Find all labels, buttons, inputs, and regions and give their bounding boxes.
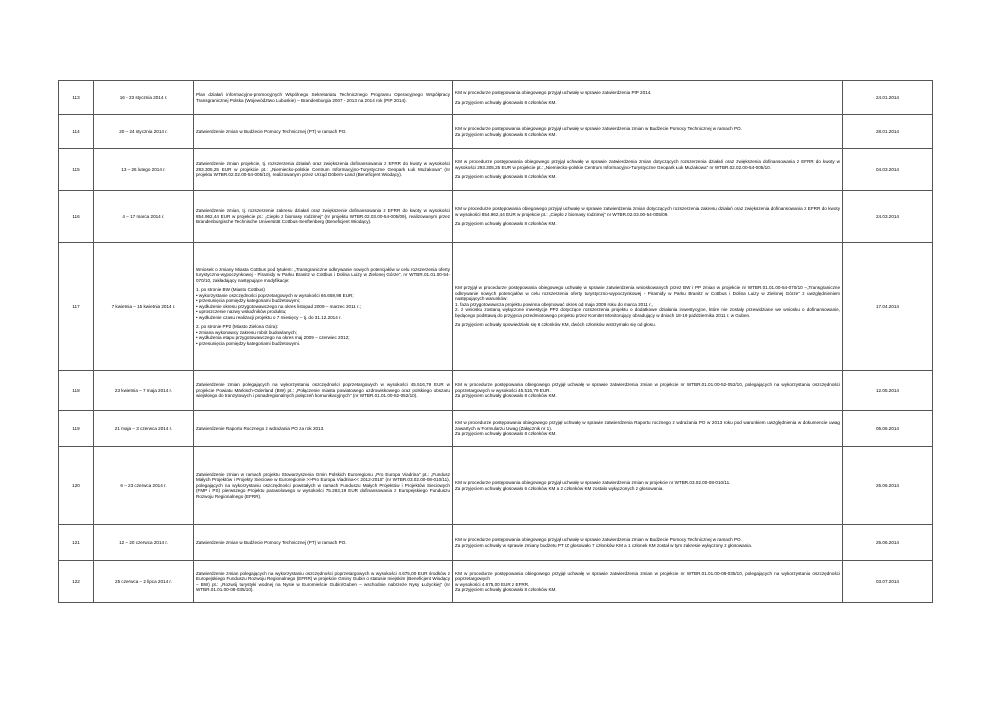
description-line: Zatwierdzenie Raportu Rocznego z wdrażania PO za rok 2013. bbox=[196, 425, 325, 431]
table-row bbox=[59, 115, 933, 149]
procedure-period: 21 maja – 3 czerwca 2014 r. bbox=[94, 411, 194, 447]
description-line: Plan działań informacyjno-promocyjnych Wspólnego Sekretariatu Technicznego Programu Operacyjnego Współpracy Transgranicznej Polska (Województwo Lubuskie) – Brandenburgia 2007 - 2013 na 2014 rok (PIP 2014). bbox=[196, 92, 450, 103]
description-line: • wydłużenia etapu przygotowawczego na okres maj 2009 – czerwiec 2012; bbox=[196, 335, 350, 341]
description-line: 2. po stronie PP2 (Miasto Zielona Góra): bbox=[196, 324, 279, 330]
decision-line: Za przyjęciem uchwały głosowało 8 członków KM. bbox=[455, 131, 557, 137]
decision-line: w wysokości 4.675,00 EUR z EFRR. bbox=[455, 581, 530, 587]
decision-line: KM w procedurze postępowania obiegowego przyjął uchwałę w sprawie zatwierdzenia PIP 2014. bbox=[455, 90, 652, 95]
decision-line: 2. z wniosku zostaną wyłączone inwestycje PP2 dotyczące rozszerzenia projektu o dodatkowe działania inwestycyjne, które nie zostały przewidziane we wniosku o dofinansowanie, będącego podstawą do przyjęcia przedmiotowego projektu przez Komitet Monitorujący obradujący w dniach 18-19 października 2011 r. w Guben. bbox=[455, 307, 840, 318]
description-line: 1. po stronie BW (Miasto Cottbus) bbox=[196, 287, 265, 293]
procedure-period: 25 czerwca – 2 lipca 2014 r. bbox=[94, 561, 194, 603]
description-line: Zatwierdzenie zmian polegających na wykorzystaniu oszczędności poprzetargowych w wysokości 45.516,79 EUR w projekcie Powiatu Märkisch-Oderland (BW) pt.: „Połączenie miasta powiatowego uzdrowiskowego oraz polskiego obszaru wiejskiego do tranzytowych i ponadregionalnych połączeń komunikacyjnych" (nr WTBR.01.01.00-52-052/10). bbox=[196, 382, 450, 399]
description-line: • wydłużenie czasu realizacji projektu o 7 miesięcy – tj. do 31.12.2014 r. bbox=[196, 314, 342, 320]
row-number: 114 bbox=[59, 115, 94, 149]
decision-line: KM w procedurze postępowania obiegowego przyjął uchwałę w sprawie zatwierdzenia zmian w projekcie nr WTBR.01.01.00-52-052/10, polegających na wykorzystaniu oszczędności poprzetargowych w wysokości 45.516,79 EUR. bbox=[455, 382, 840, 393]
description-line: • przesunięcia pomiędzy kategoriami budżetowymi. bbox=[196, 340, 300, 346]
adoption-date: 03.07.2014 bbox=[843, 561, 933, 603]
adoption-date: 28.01.2014 bbox=[843, 115, 933, 149]
committee-decision bbox=[453, 525, 843, 561]
decision-line: KM w procedurze postępowania obiegowego przyjął uchwałę w sprawie zatwierdzenia zmian dotyczących rozszerzenia działań oraz zwiększenia dofinansowania z EFRR do kwoty w wysokości 293.305,25 EUR w projekcie pt.: „Niemiecko-polskie Centrum Informacyjno-Turystyczne Geopark Łuk Mużakowa" nr WTBR.02.02.00-54-005/10. bbox=[455, 159, 840, 170]
decision-line: 1. faza przygotowawcza projektu powinna obejmować okres od maja 2009 roku do marca 2011 r., bbox=[455, 301, 654, 307]
decision-line: Za przyjęciem uchwały głosowało 8 członków KM. bbox=[455, 221, 557, 227]
description-line: • wykorzystanie oszczędności poprzetargowych w wysokości 66.659,98 EUR; bbox=[196, 292, 354, 298]
description-line: Zatwierdzenie zmian polegających na wykorzystaniu oszczędności poprzetargowych w wysokości 4.675,00 EUR środków z Europejskiego Funduszu Rozwoju Regionalnego (EFRR) w projekcie Gminy Gubin o statusie miejskim (Beneficjent Wiodący – BW) pt.: „Rozwój turystyki wodnej na Nysie w Euromieście Gubin/Guben – wschodnie nabrzeże Nysy Łużyckiej" (nr WTBR.01.01.00-08-035/10). bbox=[196, 570, 450, 592]
description-line: Zatwierdzenie zmian w ramach projektu Stowarzyszenia Gmin Polskich Euroregionu „Pro Europa Viadrina" pt.: „Fundusz Małych Projektów i Projekty Sieciowe w Euroregionie >>Pro Europa Viadrina<< 2012-2015" (nr WTBR.03.02.00-08-010/11), polegających na wykorzystaniu oszczędności powstałych w ramach Funduszu Małych Projektów i Projektów Sieciowych (FMP i PS) pierwszego Projektu parasolowego w wysokości 75.283,19 EUR dofinansowania z Europejskiego Funduszu Rozwoju Regionalnego (EFRR). bbox=[196, 471, 450, 499]
decision-line: Za przyjęciem uchwały głosowało 8 członków KM. bbox=[455, 393, 557, 399]
subject-description bbox=[194, 411, 453, 447]
decision-line: Za przyjęciem uchwały głosowało 6 członków KM a 2 członków KM zostało wyłączonych z głosowania. bbox=[455, 485, 664, 491]
table-row bbox=[59, 149, 933, 191]
decision-line: Za przyjęciem uchwały głosowało 8 członków KM. bbox=[455, 431, 557, 437]
description-line: • wydłużenie okresu przygotowawczego na okres listopad 2009 – marzec 2011 r.; bbox=[196, 303, 361, 309]
committee-decision bbox=[453, 561, 843, 603]
description-line: Zatwierdzenie zmian w Budżecie Pomocy Technicznej (PT) w ramach PO. bbox=[196, 539, 347, 545]
decision-line: KM w procedurze postępowania obiegowego przyjął uchwałę w sprawie zatwierdzenia zmian w Budżecie Pomocy Technicznej w ramach PO. bbox=[455, 537, 742, 542]
committee-decision bbox=[453, 447, 843, 525]
table-row bbox=[59, 525, 933, 561]
committee-decision bbox=[453, 149, 843, 191]
decision-line: Za przyjęciem uchwały w sprawie zmiany budżetu PT IZ głosowało 7 członków KM a 1 członek KM został w tym zakresie wyłączony z głosowania. bbox=[455, 542, 753, 548]
adoption-date: 24.03.2014 bbox=[843, 191, 933, 243]
subject-description bbox=[194, 561, 453, 603]
adoption-date: 12.05.2014 bbox=[843, 371, 933, 411]
row-number: 122 bbox=[59, 561, 94, 603]
description-line: Zatwierdzenie zmian projekcie, tj. rozszerzenia działań oraz zwiększenia dofinansowania z EFRR do kwoty w wysokości 293.305,25 EUR w projekcie pt.: „Niemiecko-polskie Centrum Informacyjno-Turystyczne Geopark Łuk Mużakowa" (nr projektu WTBR.02.02.00-54-005/10), realizowanym przez Urząd Döbern-Land (Beneficjent Wiodący). bbox=[196, 161, 450, 178]
row-number: 119 bbox=[59, 411, 94, 447]
subject-description bbox=[194, 447, 453, 525]
committee-decision bbox=[453, 115, 843, 149]
table-row bbox=[59, 371, 933, 411]
decision-line: KM w procedurze postępowania obiegowego przyjął uchwałę w sprawie zatwierdzenia zmian w Budżecie Pomocy Technicznej w ramach PO. bbox=[455, 126, 742, 131]
decision-line: Za przyjęciem uchwały głosowało 8 członków KM. bbox=[455, 99, 557, 105]
subject-description bbox=[194, 149, 453, 191]
committee-decision bbox=[453, 411, 843, 447]
table-row bbox=[59, 411, 933, 447]
adoption-date: 25.06.2014 bbox=[843, 447, 933, 525]
row-number: 113 bbox=[59, 81, 94, 115]
adoption-date: 05.06.2014 bbox=[843, 411, 933, 447]
procedure-period: 7 kwietnia – 15 kwietnia 2014 r. bbox=[94, 243, 194, 371]
row-number: 115 bbox=[59, 149, 94, 191]
decision-line: KM przyjął w procedurze postępowania obiegowego uchwałę w sprawie zatwierdzenia wnioskowanych przez BW i PP zmian w projekcie nr WTBR.01.01.00-54-070/10 –„Transgraniczne odkrywanie nowych potencjałów w celu rozszerzenia oferty turystyczno-wypoczynkowej - Piramidy w Parku Branitz w Cottbus i Dolina Luizy w Zielonej Górze" z uwzględnieniem następujących warunków: bbox=[455, 285, 840, 302]
table-row bbox=[59, 561, 933, 603]
adoption-date: 17.04.2014 bbox=[843, 243, 933, 371]
resolutions-table bbox=[58, 80, 933, 603]
procedure-period: 12 – 20 czerwca 2014 r. bbox=[94, 525, 194, 561]
adoption-date: 24.01.2014 bbox=[843, 81, 933, 115]
row-number: 118 bbox=[59, 371, 94, 411]
procedure-period: 16 - 23 stycznia 2014 r. bbox=[94, 81, 194, 115]
table-row bbox=[59, 81, 933, 115]
description-line: Zatwierdzenie zmian, tj. rozszerzenie zakresu działań oraz zwiększenie dofinansowania z EFRR do kwoty w wysokości 854.962,44 EUR w projekcie pt.: „Ciepło z biomasy rodzimej" (nr projektu WTBR.02.03.00-54-005/09), realizowanym przez Brandenburgische Technische Universität Cottbus-Senftenberg (Beneficjent Wiodący). bbox=[196, 208, 450, 225]
subject-description bbox=[194, 115, 453, 149]
procedure-period: 23 kwietnia – 7 maja 2014 r. bbox=[94, 371, 194, 411]
decision-line: Za przyjęciem uchwały głosowało 8 członków KM. bbox=[455, 174, 557, 180]
table-row bbox=[59, 191, 933, 243]
row-number: 116 bbox=[59, 191, 94, 243]
subject-description bbox=[194, 525, 453, 561]
committee-decision bbox=[453, 81, 843, 115]
committee-decision bbox=[453, 243, 843, 371]
subject-description bbox=[194, 371, 453, 411]
adoption-date: 04.03.2014 bbox=[843, 149, 933, 191]
committee-decision bbox=[453, 191, 843, 243]
subject-description bbox=[194, 191, 453, 243]
table-row bbox=[59, 243, 933, 371]
description-line: • zmiana wykonawcy zakresu robót budowlanych; bbox=[196, 329, 297, 335]
committee-decision bbox=[453, 371, 843, 411]
table-row bbox=[59, 447, 933, 525]
description-line: • przesunięcia pomiędzy kategoriami budżetowymi; bbox=[196, 298, 300, 304]
description-line: Zatwierdzenie zmian w Budżecie Pomocy Technicznej (PT) w ramach PO. bbox=[196, 128, 347, 134]
description-line: • uproszczenie nazwy wskaźników produktu; bbox=[196, 309, 287, 315]
row-number: 121 bbox=[59, 525, 94, 561]
decision-line: Za przyjęciem uchwały głosowało 8 członków KM. bbox=[455, 587, 557, 592]
row-number: 120 bbox=[59, 447, 94, 525]
decision-line: KM w procedurze postępowania obiegowego przyjął uchwałę w sprawie zatwierdzenia zmian dotyczących rozszerzenia zakresu działań oraz zwiększenia dofinansowania z EFRR do kwoty w wysokości 854.962,44 EUR w projekcie pt.: „Ciepło z biomasy rodzimej" nr WTBR.02.03.00-54-005/09. bbox=[455, 206, 840, 217]
procedure-period: 20 – 24 stycznia 2014 r. bbox=[94, 115, 194, 149]
description-line: Wniosek o zmiany Miasta Cottbus pod tytułem: „Transgraniczne odkrywanie nowych potencjałów w celu rozszerzenia oferty turystyczno-wypoczynkowej - Piramidy w Parku Branitz w Cottbus i Dolina Luizy w Zielonej Górze", nr WTBR.01.01.00-54-070/10, zakładający następujące modyfikacje: bbox=[196, 266, 450, 283]
procedure-period: 6 – 23 czerwca 2014 r. bbox=[94, 447, 194, 525]
subject-description bbox=[194, 243, 453, 371]
decision-line: KM w procedurze postępowania obiegowego przyjął uchwałę w sprawie zatwierdzenia zmian w projekcie nr WTBR.01.01.00-08-035/10, polegających na wykorzystaniu oszczędności poprzetargowych bbox=[455, 570, 840, 581]
procedure-period: 13 – 26 lutego 2014 r. bbox=[94, 149, 194, 191]
resolutions-table-body bbox=[59, 81, 933, 603]
subject-description bbox=[194, 81, 453, 115]
decision-line: KM w procedurze postępowania obiegowego przyjął uchwałę w sprawie zatwierdzenia zmian w projekcie nr WTBR.03.02.00-08-010/11. bbox=[455, 480, 731, 485]
decision-line: KM w procedurze postępowania obiegowego przyjął uchwałę w sprawie zatwierdzenia Raportu rocznego z wdrażania PO w 2013 roku pod warunkiem uwzględnienia w dokumencie uwag zawartych w Formularzu Uwag (Załącznik nr 1). bbox=[455, 420, 840, 431]
procedure-period: 4 – 17 marca 2014 r. bbox=[94, 191, 194, 243]
row-number: 117 bbox=[59, 243, 94, 371]
adoption-date: 25.06.2014 bbox=[843, 525, 933, 561]
decision-line: Za przyjęciem uchwały opowiedziało się 6 członków KM, dwóch członków wstrzymało się od głosu. bbox=[455, 322, 656, 328]
